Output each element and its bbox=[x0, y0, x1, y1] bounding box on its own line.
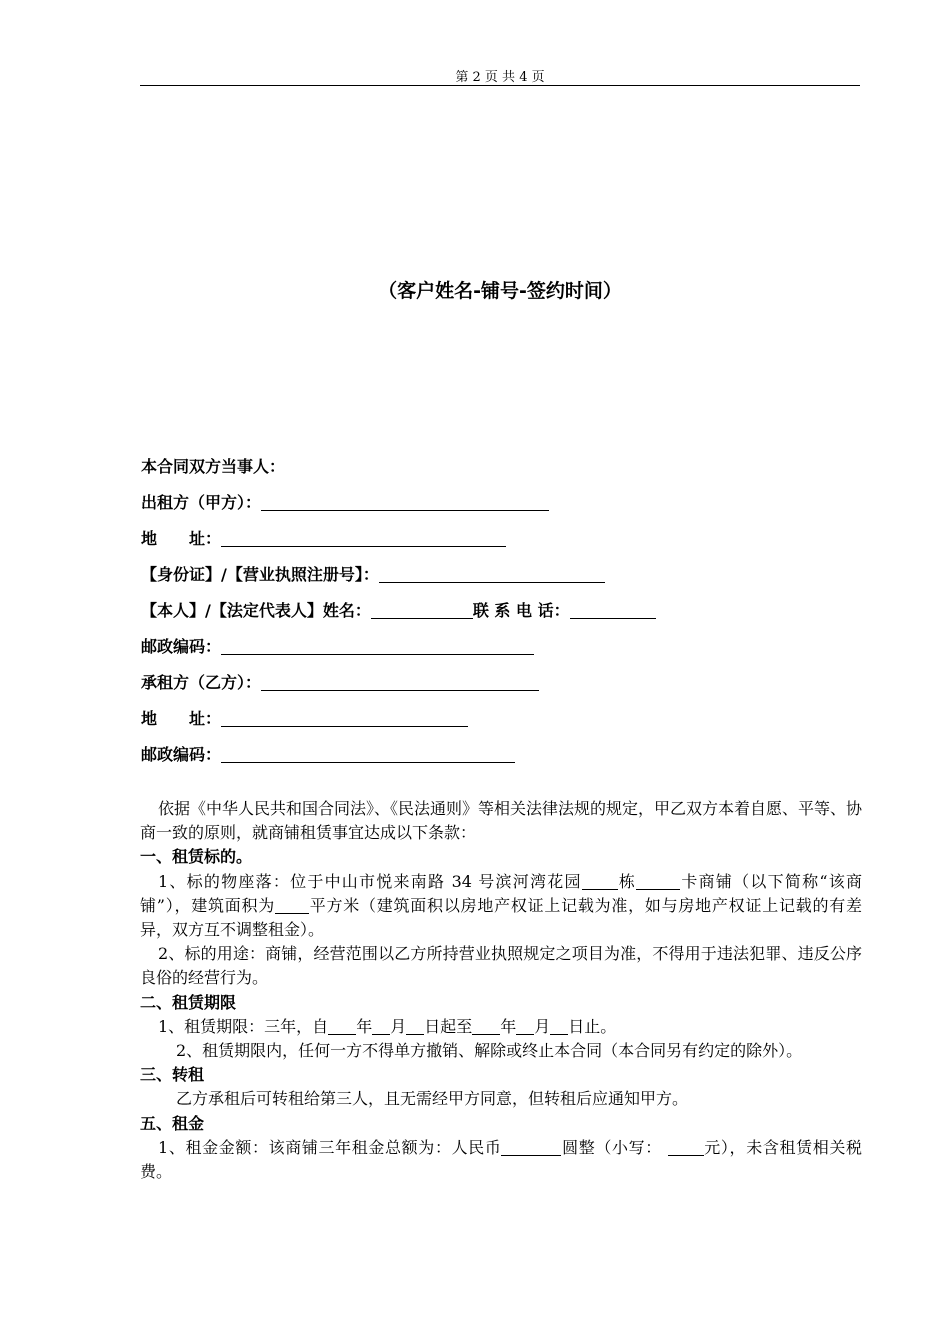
section-5-title: 五、租金 bbox=[140, 1113, 205, 1133]
rent-total-blank[interactable] bbox=[501, 1138, 561, 1156]
shop-number-blank[interactable] bbox=[636, 872, 680, 890]
section-1-clause-2: 2、标的用途：商铺，经营范围以乙方所持营业执照规定之项目为准，不得用于违法犯罪、违反公序良俗的经营行为。 bbox=[140, 944, 862, 988]
id-line bbox=[141, 562, 861, 598]
end-month-blank[interactable] bbox=[516, 1017, 534, 1035]
lessee-label: 承租方（乙方）： bbox=[141, 673, 262, 692]
party-info bbox=[141, 454, 861, 778]
lessor-address-field[interactable] bbox=[221, 527, 506, 547]
postcode-line bbox=[141, 634, 861, 670]
section-2-clause-2: 2、租赁期限内，任何一方不得单方撤销、解除或终止本合同（本合同另有约定的除外）。 bbox=[176, 1041, 803, 1061]
area-blank[interactable] bbox=[275, 896, 309, 914]
section-3-clause: 乙方承租后可转租给第三人，且无需经甲方同意，但转租后应通知甲方。 bbox=[176, 1089, 689, 1109]
postcode-field[interactable] bbox=[221, 635, 534, 655]
page-header bbox=[140, 66, 860, 85]
address-label: 地 址： bbox=[141, 529, 222, 548]
phone-label: 联 系 电 话： bbox=[472, 601, 570, 620]
rent-numeric-blank[interactable] bbox=[668, 1138, 704, 1156]
lessor-field[interactable] bbox=[261, 491, 549, 511]
lessor-label: 出租方（甲方）： bbox=[141, 493, 262, 512]
lessor-address-line bbox=[141, 526, 861, 562]
page-number: 第 2 页 共 4 页 bbox=[455, 70, 545, 85]
section-3-title: 三、转租 bbox=[140, 1065, 205, 1085]
section-1-title: 一、租赁标的。 bbox=[140, 847, 253, 867]
postcode2-label: 邮政编码： bbox=[141, 745, 222, 764]
end-day-blank[interactable] bbox=[550, 1017, 568, 1035]
id-label: 【身份证】/【营业执照注册号】： bbox=[141, 565, 379, 584]
lessee-address-line bbox=[141, 706, 861, 742]
preamble: 依据《中华人民共和国合同法》、《民法通则》等相关法律法规的规定，甲乙双方本着自愿、平等、协商一致的原则，就商铺租赁事宜达成以下条款： bbox=[140, 799, 863, 843]
postcode-label: 邮政编码： bbox=[141, 637, 222, 656]
header-rule bbox=[140, 85, 860, 86]
section-1-clause-1: 1、标的物座落：位于中山市悦来南路 34 号滨河湾花园 栋 卡商铺（以下简称“该商铺”），建筑面积为 平方米（建筑面积以房地产权证上记载为准，如与房地产权证上记载的有差异，双方互不调整租金）。 bbox=[140, 871, 862, 940]
section-2-title: 二、租赁期限 bbox=[140, 992, 237, 1012]
lessee-line bbox=[141, 670, 861, 706]
representative-field[interactable] bbox=[371, 599, 473, 619]
end-year-blank[interactable] bbox=[472, 1017, 500, 1035]
representative-label: 【本人】/【法定代表人】姓名： bbox=[141, 601, 371, 620]
contract-body bbox=[140, 797, 862, 1184]
id-field[interactable] bbox=[379, 563, 605, 583]
start-day-blank[interactable] bbox=[406, 1017, 424, 1035]
section-2-clause-1: 1、租赁期限：三年，自 年 月 日起至 年 月 日止。 bbox=[158, 1016, 617, 1036]
parties-intro: 本合同双方当事人： bbox=[141, 457, 286, 476]
lessor-line bbox=[141, 490, 861, 526]
lessee-address-field[interactable] bbox=[221, 707, 468, 727]
start-year-blank[interactable] bbox=[328, 1017, 356, 1035]
representative-line bbox=[141, 598, 861, 634]
phone-field[interactable] bbox=[570, 599, 656, 619]
postcode2-field[interactable] bbox=[221, 743, 515, 763]
address2-label: 地 址： bbox=[141, 709, 222, 728]
section-5-clause-1: 1、租金金额：该商铺三年租金总额为：人民币 圆整（小写： 元），未含租赁相关税费。 bbox=[140, 1137, 862, 1182]
building-blank[interactable] bbox=[582, 872, 618, 890]
postcode2-line bbox=[141, 742, 861, 778]
start-month-blank[interactable] bbox=[372, 1017, 390, 1035]
lessee-field[interactable] bbox=[261, 671, 539, 691]
document-title: （客户姓名-铺号-签约时间） bbox=[378, 280, 622, 302]
